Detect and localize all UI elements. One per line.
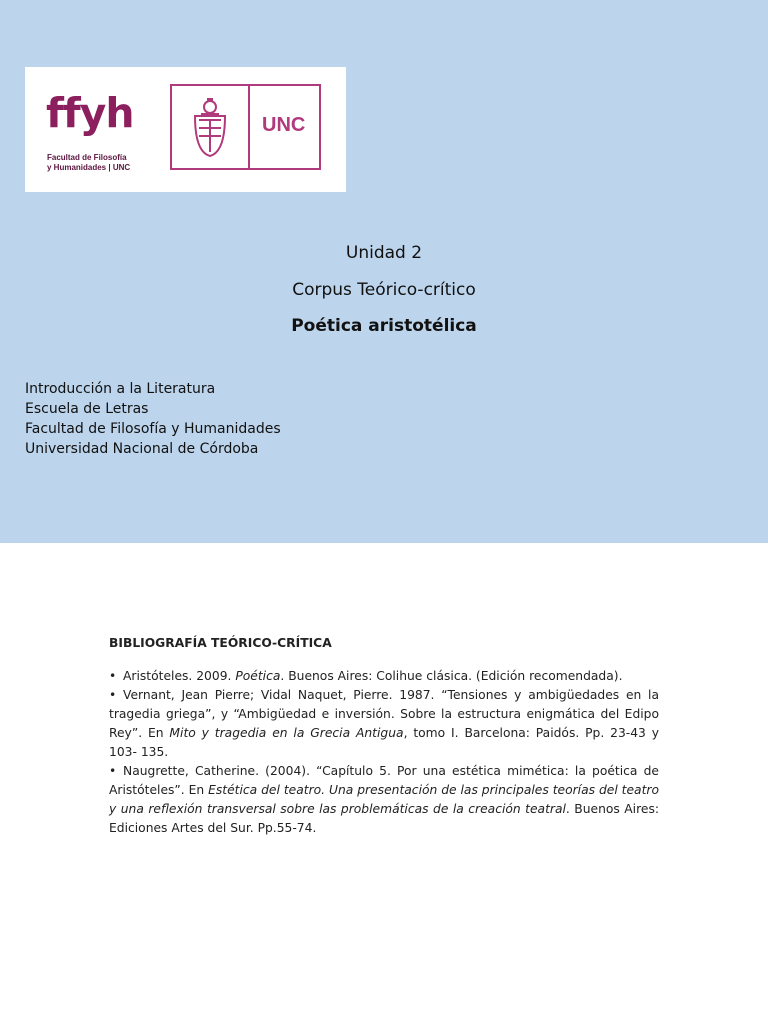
unc-logo-divider [248,86,250,168]
entry-text: Aristóteles. 2009. [123,669,236,683]
ffyh-subtitle-line: y Humanidades | UNC [47,163,131,172]
entry-text: Naugrette, Catherine. (2004). “Capítulo 5. Por una estética mimética: la poética de Aristóteles”. En [109,764,659,797]
ffyh-subtitle-line: Facultad de Filosofía [47,153,127,162]
unc-logo [170,84,321,170]
entry-title: Poética [235,669,281,683]
bullet-icon: • [109,688,117,702]
bibliography-heading: BIBLIOGRAFÍA TEÓRICO-CRÍTICA [109,636,332,650]
ffyh-logo-subtitle [47,153,130,173]
entry-title: Mito y tragedia en la Grecia Antigua [169,726,404,740]
course-info-line: Universidad Nacional de Córdoba [25,441,259,457]
bibliography-entry [109,686,659,762]
entry-title: Estética del teatro. Una presentación de las principales teorías del teatro y una reflexión transversal sobre las problemáticas de la creación teatral [109,783,659,816]
bibliography-entry [109,762,659,838]
bullet-icon: • [109,669,117,683]
bibliography-entry [109,667,659,686]
entry-text: Vernant, Jean Pierre; Vidal Naquet, Pierre. 1987. “Tensiones y ambigüedades en la tragedia griega”, y “Ambigüedad e inversión. Sobre la estructura enigmática del Edipo Rey”. En [109,688,659,740]
unc-seal-icon [189,96,231,160]
course-info-line: Introducción a la Literatura [25,381,216,397]
bibliography-section [109,634,659,838]
bibliography-list [109,667,659,838]
unit-title: Unidad 2 [345,243,423,263]
bullet-icon: • [109,764,117,778]
unc-logo-text: UNC [262,114,306,136]
course-info-line: Escuela de Letras [25,401,149,417]
ffyh-logo-wordmark: ffyh [46,89,134,137]
corpus-title: Corpus Teórico-crítico [292,280,476,300]
topic-title: Poética aristotélica [291,316,477,336]
course-info-line: Facultad de Filosofía y Humanidades [25,421,281,437]
entry-text: , tomo I. Barcelona: Paidós. Pp. 23-43 y 103- 135. [109,726,660,759]
entry-text: . Buenos Aires: Colihue clásica. (Edición recomendada). [280,669,623,683]
entry-text: . Buenos Aires: Ediciones Artes del Sur. Pp.55-74. [109,802,659,835]
course-info [25,379,281,459]
institution-logos [25,67,346,192]
